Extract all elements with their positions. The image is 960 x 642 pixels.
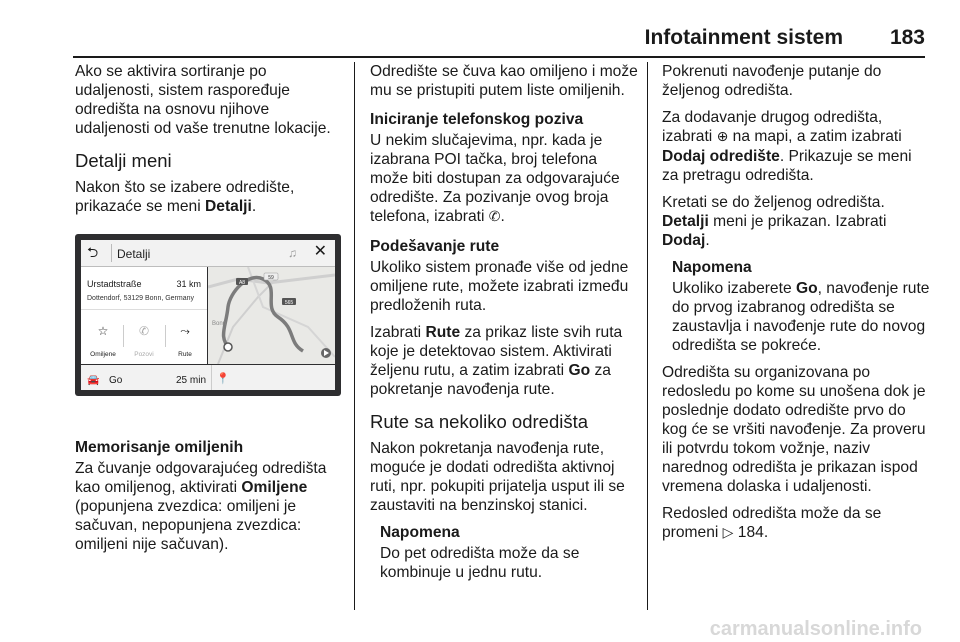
pin-icon: 📍 [211, 365, 230, 390]
paragraph: Nakon pokretanja navođenja rute, moguće je dodati odredišta aktivnoj ruti, npr. pokupiti prijatelja usput ili se zaustaviti na benzinskoj stanici. [370, 440, 625, 514]
column-divider [354, 62, 355, 610]
footer [0, 618, 960, 642]
paragraph: Nakon što se izabere odredište, prikazaće se meni Detalji. [75, 179, 295, 215]
column-1 [75, 62, 343, 562]
paragraph: Odredište se čuva kao omiljeno i može mu se pristupiti putem liste omiljenih. [370, 63, 638, 99]
paragraph: Pokrenuti navođenje putanje do željenog odredišta. [662, 63, 882, 99]
column-2 [370, 62, 638, 590]
subheading: Iniciranje telefonskog poziva [370, 111, 584, 128]
phone-icon: ✆ [138, 324, 150, 338]
note-title: Napomena [672, 259, 752, 276]
go-label: Go [109, 375, 123, 386]
paragraph: Izabrati Rute za prikaz liste svih ruta koje je detektovao sistem. Aktivirati željenu rutu, a zatim izabrati Go za pokretanje navođenja rute. [370, 324, 623, 398]
column-divider [647, 62, 648, 610]
section-title: Infotainment sistem [644, 26, 843, 49]
paragraph: Kretati se do željenog odredišta. Detalji meni je prikazan. Izabrati Dodaj. [662, 194, 887, 249]
close-icon: ✕ [313, 243, 327, 260]
watermark: carmanualsonline.info [709, 618, 922, 640]
star-icon: ☆ [97, 324, 109, 338]
paragraph: Za dodavanje drugog odredišta, izabrati ⊕ na mapi, a zatim izabrati Dodaj odredište. Prikazuje se meni za pretragu odredišta. [662, 109, 912, 184]
destination-address: Dottendorf, 53129 Bonn, Germany [87, 295, 195, 302]
page-header [73, 22, 925, 58]
routes-action: ⤳ Rute [165, 322, 205, 364]
note-box [662, 258, 930, 355]
crosshair-icon: ⊕ [716, 129, 729, 145]
svg-text:565: 565 [284, 300, 294, 306]
page-reference[interactable]: 184 [737, 524, 764, 541]
destination-street: Urstadtstraße [87, 279, 142, 289]
paragraph: Za čuvanje odgovarajućeg odredišta kao omiljenog, aktivirati Omiljene (popunjena zvezdica: omiljeni je sačuvan, nepopunjena zvezdica: omiljeni nije sačuvan). [75, 460, 327, 553]
svg-text:A8: A8 [238, 280, 246, 286]
heading-detalji-meni: Detalji meni [75, 150, 172, 171]
music-icon: ♫ [288, 246, 297, 260]
note-text: Do pet odredišta može da se kombinuje u jednu rutu. [380, 545, 580, 581]
page-ref-arrow-icon: ▷ [722, 525, 734, 541]
call-action: ✆ Pozovi [124, 322, 164, 364]
note-box [370, 523, 638, 582]
routes-icon: ⤳ [180, 324, 190, 338]
destination-distance: 31 km [176, 279, 201, 289]
car-icon: 🚘 [87, 375, 100, 386]
paragraph: Redosled odredišta može da se promeni ▷ 184. [662, 505, 882, 541]
destination-panel [81, 267, 207, 364]
details-screen-figure [75, 234, 341, 396]
paragraph: U nekim slučajevima, npr. kada je izabrana POI tačka, broj telefona može biti dostupan za odgovarajuće odredište. Za pozivanje ovog broja telefona, izabrati ✆. [370, 132, 620, 225]
map-graphic [208, 267, 335, 364]
navigation-bar [81, 365, 335, 390]
paragraph: Ako se aktivira sortiranje po udaljenosti, sistem raspoređuje odredišta na osnovu njihove udaljenosti od vaše trenutne lokacije. [75, 63, 331, 137]
map-view [208, 267, 335, 364]
back-icon: ⮌ [87, 244, 99, 260]
svg-text:Bonn: Bonn [212, 321, 227, 327]
heading-rute: Rute sa nekoliko odredišta [370, 411, 589, 432]
note-title: Napomena [380, 524, 460, 541]
travel-time: 25 min [176, 375, 207, 386]
screen-title: Detalji [117, 247, 151, 261]
column-3 [662, 62, 930, 551]
subheading: Podešavanje rute [370, 238, 500, 255]
subheading: Memorisanje omiljenih [75, 439, 244, 456]
paragraph: Odredišta su organizovana po redosledu po kome su unošena dok je poslednje dodato odredište prvo do kog će se vršiti navođenje. Za proveru ili potvrdu tokom vožnje, naziv narednog odredišta je prikazan ispod vremena dolaska i udaljenosti. [662, 364, 926, 495]
svg-text:59: 59 [268, 275, 274, 281]
phone-icon: ✆ [488, 209, 501, 225]
note-text: Ukoliko izaberete Go, navođenje rute do prvog izabranog odredišta se zaustavlja i navođenje rute do novog odredišta se pokreće. [672, 280, 930, 354]
page-number: 183 [889, 26, 925, 49]
favorites-action: ☆ Omiljene [83, 322, 123, 364]
screen-header [81, 240, 335, 267]
paragraph: Ukoliko sistem pronađe više od jedne omiljene rute, možete izabrati između predloženih ruta. [370, 259, 629, 314]
